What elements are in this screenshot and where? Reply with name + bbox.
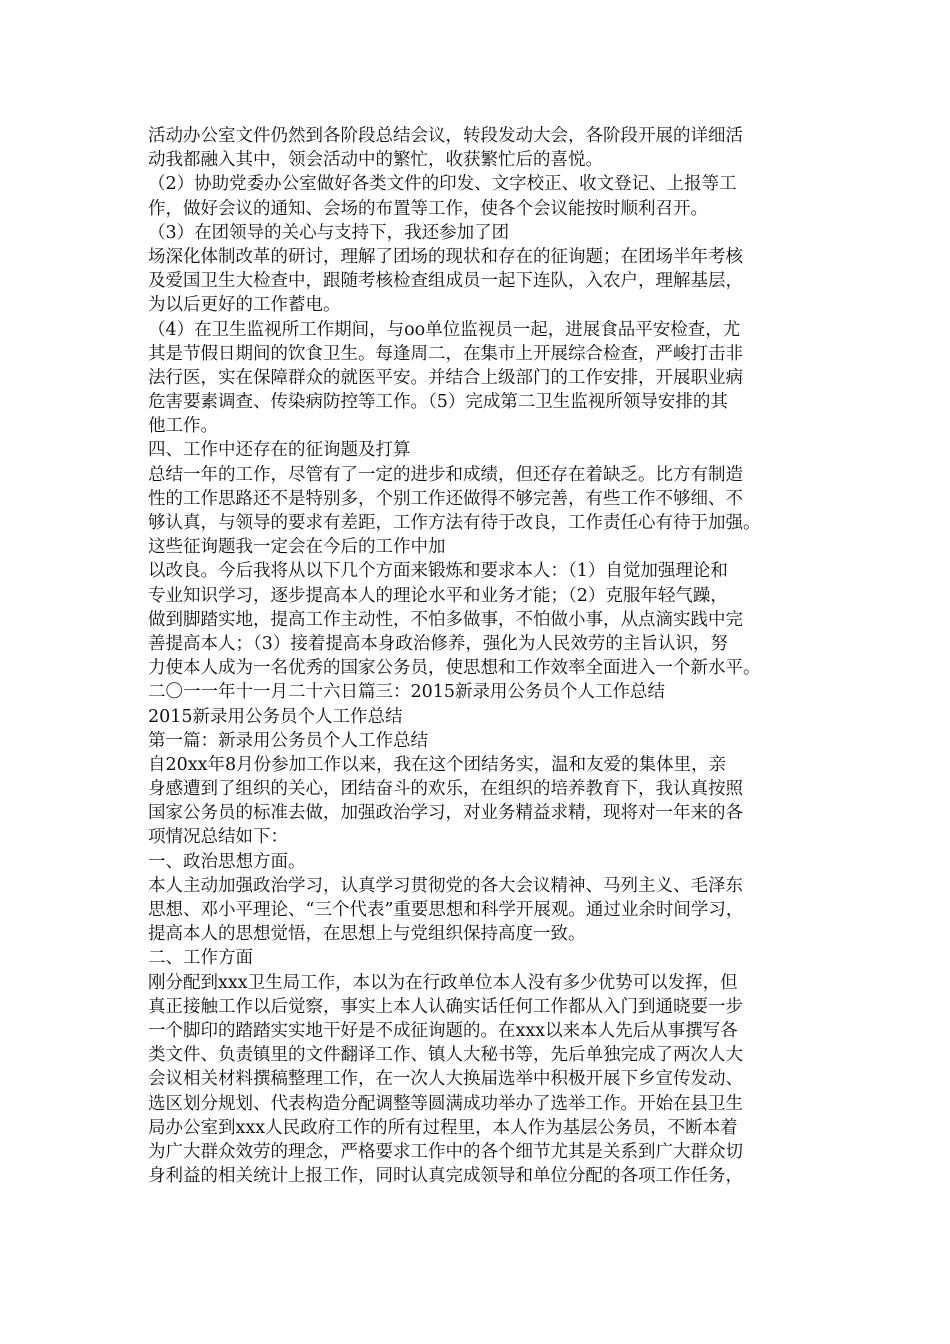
text-line: 及爱国卫生大检查中，跟随考核检查组成员一起下连队，入农户，理解基层，	[148, 271, 743, 292]
text-line: 危害要素调查、传染病防控等工作。（5）完成第二卫生监视所领导安排的其	[148, 392, 728, 413]
text-line: 刚分配到xxx卫生局工作，本以为在行政单位本人没有多少优势可以发挥，但	[148, 972, 738, 993]
text-line: 法行医，实在保障群众的就医平安。并结合上级部门的工作安排，开展职业病	[148, 367, 743, 388]
text-line: 选区划分规划、代表构造分配调整等圆满成功举办了选举工作。开始在县卫生	[148, 1093, 743, 1114]
text-line: 自20xx年8月份参加工作以来，我在这个团结务实，温和友爱的集体里，亲	[148, 754, 727, 775]
text-line: 项情况总结如下：	[148, 827, 288, 848]
text-line: 这些征询题我一定会在今后的工作中加	[148, 537, 446, 558]
text-line: 2015新录用公务员个人工作总结	[148, 706, 403, 727]
text-line: 动我都融入其中，领会活动中的繁忙，收获繁忙后的喜悦。	[148, 150, 603, 171]
text-line: 国家公务员的标准去做，加强政治学习，对业务精益求精，现将对一年来的各	[148, 803, 743, 824]
text-line: 一个脚印的踏踏实实地干好是不成征询题的。在xxx以来本人先后从事撰写各	[148, 1020, 738, 1041]
text-line: （2）协助党委办公室做好各类文件的印发、文字校正、收文登记、上报等工	[148, 174, 737, 195]
text-line: 性的工作思路还不是特别多，个别工作还做得不够完善，有些工作不够细、不	[148, 488, 743, 509]
text-line: （4）在卫生监视所工作期间，与oo单位监视员一起，进展食品平安检查，尤	[148, 319, 741, 340]
text-line: 作，做好会议的通知、会场的布置等工作，使各个会议能按时顺利召开。	[148, 198, 708, 219]
text-line: 真正接触工作以后觉察，事实上本人认确实话任何工作都从入门到通晓要一步	[148, 996, 743, 1017]
text-line: 做到脚踏实地，提高工作主动性，不怕多做事，不怕做小事，从点滴实践中完	[148, 609, 743, 630]
document-page	[148, 124, 818, 1188]
text-line: 思想、邓小平理论、“三个代表”重要思想和科学开展观。通过业余时间学习，	[148, 900, 744, 920]
text-line: 力使本人成为一名优秀的国家公务员，使思想和工作效率全面进入一个新水平。	[148, 658, 761, 679]
text-line: 身利益的相关统计上报工作，同时认真完成领导和单位分配的各项工作任务，	[148, 1166, 743, 1187]
text-line: 够认真，与领导的要求有差距，工作方法有待于改良，工作责任心有待于加强。	[148, 513, 761, 533]
text-line: 专业知识学习，逐步提高本人的理论水平和业务才能；（2）克服年轻气躁，	[148, 585, 728, 606]
text-line: 四、工作中还存在的征询题及打算	[148, 440, 411, 461]
text-line: 本人主动加强政治学习，认真学习贯彻党的各大会议精神、马列主义、毛泽东	[148, 875, 743, 896]
text-line: 一、政治思想方面。	[148, 851, 306, 872]
text-line: 善提高本人；（3）接着提高本身政治修养，强化为人民效劳的主旨认识，努	[148, 633, 728, 654]
text-line: 二、工作方面	[148, 948, 253, 969]
text-line: 以改良。今后我将从以下几个方面来锻炼和要求本人：（1）自觉加强理论和	[148, 561, 728, 582]
text-line: 局办公室到xxx人民政府工作的所有过程里，本人作为基层公务员，不断本着	[148, 1117, 738, 1138]
text-line: 二〇一一年十一月二十六日篇三：2015新录用公务员个人工作总结	[148, 682, 666, 703]
text-line: 提高本人的思想觉悟，在思想上与党组织保持高度一致。	[148, 924, 586, 945]
text-line: 会议相关材料撰稿整理工作，在一次人大换届选举中积极开展下乡宣传发动、	[148, 1069, 743, 1090]
text-line: 第一篇：新录用公务员个人工作总结	[148, 730, 428, 751]
text-line: 身感遭到了组织的关心，团结奋斗的欢乐，在组织的培养教育下，我认真按照	[148, 779, 743, 800]
text-line: 为广大群众效劳的理念，严格要求工作中的各个细节尤其是关系到广大群众切	[148, 1141, 743, 1162]
text-line: （3）在团领导的关心与支持下，我还参加了团	[148, 222, 510, 243]
text-line: 类文件、负责镇里的文件翻译工作、镇人大秘书等，先后单独完成了两次人大	[148, 1045, 743, 1066]
text-line: 场深化体制改革的研讨，理解了团场的现状和存在的征询题；在团场半年考核	[148, 246, 743, 267]
text-line: 活动办公室文件仍然到各阶段总结会议，转段发动大会，各阶段开展的详细活	[148, 126, 743, 146]
text-line: 其是节假日期间的饮食卫生。每逢周二，在集市上开展综合检查，严峻打击非	[148, 343, 743, 364]
text-line: 他工作。	[148, 416, 218, 437]
text-line: 总结一年的工作，尽管有了一定的进步和成绩，但还存在着缺乏。比方有制造	[148, 464, 743, 485]
text-line: 为以后更好的工作蓄电。	[148, 295, 341, 316]
